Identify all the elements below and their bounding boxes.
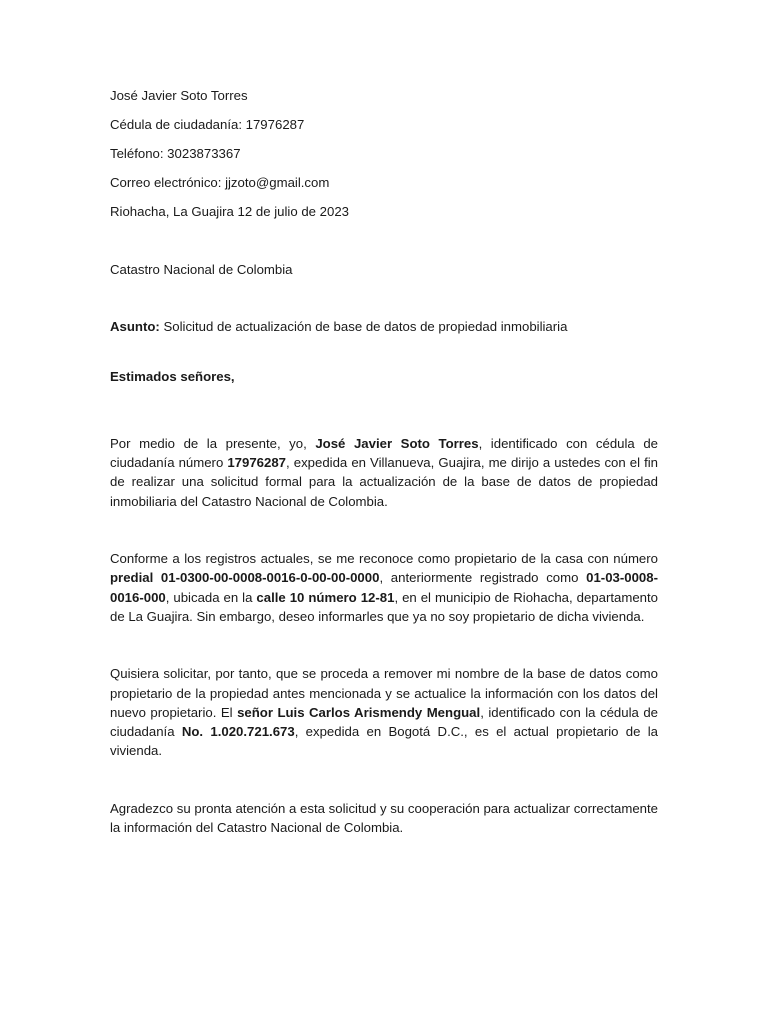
paragraph-3: Quisiera solicitar, por tanto, que se proceda a remover mi nombre de la base de datos como propietario de la propiedad antes mencionada y se actualice la información con los datos del nuevo propietario. El señor Luis Carlos Arismendy Mengual, identificado con la cédula de ciudadanía No. 1.020.721.673, expedida en Bogotá D.C., es el actual propietario de la vivienda.	[110, 666, 658, 759]
subject-label: Asunto:	[110, 319, 160, 335]
paragraph-1: Por medio de la presente, yo, José Javier Soto Torres, identificado con cédula de ciudadanía número 17976287, expedida en Villanueva, Guajira, me dirijo a ustedes con el fin de realizar una solicitud formal para la actualización de la base de datos de propiedad inmobiliaria del Catastro Nacional de Colombia.	[110, 435, 659, 509]
sender-id: Cédula de ciudadanía: 17976287	[110, 117, 305, 132]
place-date: Riohacha, La Guajira 12 de julio de 2023	[110, 204, 350, 219]
sender-email: Correo electrónico: jjzoto@gmail.com	[110, 175, 330, 190]
paragraph-4: Agradezco su pronta atención a esta solicitud y su cooperación para actualizar correctamente la información del Catastro Nacional de Colombia.	[110, 800, 658, 836]
recipient: Catastro Nacional de Colombia	[110, 262, 293, 277]
sender-name: José Javier Soto Torres	[110, 88, 248, 103]
greeting: Estimados señores,	[110, 368, 235, 384]
subject-line	[110, 317, 658, 336]
sender-phone: Teléfono: 3023873367	[110, 146, 241, 161]
subject-text: Solicitud de actualización de base de datos de propiedad inmobiliaria	[159, 319, 568, 335]
letter-document	[110, 86, 658, 837]
paragraph-2: Conforme a los registros actuales, se me reconoce como propietario de la casa con número predial 01-0300-00-0008-0016-0-00-00-0000, anteriormente registrado como 01-03-0008-0016-000, ubicada en la calle 10 número 12-81, en el municipio de Riohacha, departamento de La Guajira. Sin embargo, deseo informarles que ya no soy propietario de dicha vivienda.	[110, 551, 659, 624]
